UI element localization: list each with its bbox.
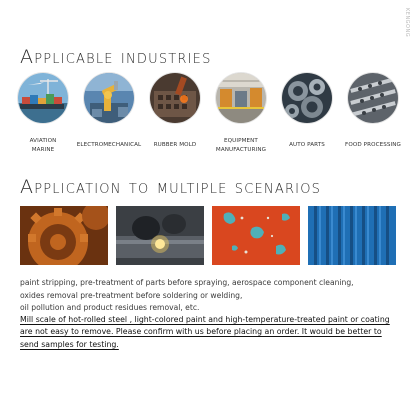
- applications-line: oil pollution and product residues removal, etc.: [20, 303, 200, 312]
- note-line: Mill scale of hot-rolled steel , light-colored paint and high-temperature-treated paint or coating: [20, 315, 390, 324]
- scenarios-title: Application to multiple scenarios: [20, 176, 322, 198]
- blue-container-image: [308, 206, 396, 265]
- industry-label-line: FOOD PROCESSING: [345, 142, 401, 148]
- note-line: send samples for testing.: [20, 339, 119, 349]
- industry-label-line: MARINE: [31, 147, 55, 153]
- peeling-paint-image: [212, 206, 300, 265]
- factory-floor-image: [216, 73, 266, 123]
- cargo-port-image: [18, 73, 68, 123]
- applications-line: oxides removal pre-treatment before soldering or welding,: [20, 291, 243, 300]
- industry-label-line: AUTO PARTS: [289, 142, 325, 148]
- industries-row: [10, 73, 410, 163]
- industry-label-line: EQUIPMENT: [224, 138, 258, 144]
- bearings-image: [282, 73, 332, 123]
- scenarios-row: [20, 206, 396, 266]
- industry-label-line: AVIATION: [29, 138, 57, 144]
- machine-chain-image: [348, 73, 398, 123]
- pipe-welding-image: [116, 206, 204, 265]
- applications-line: paint stripping, pre-treatment of parts before spraying, aerospace component cleaning,: [20, 278, 354, 287]
- rusty-gear-image: [20, 206, 108, 265]
- industry-label-line: ELECTROMECHANICAL: [76, 142, 142, 148]
- removal-note: [20, 314, 402, 351]
- note-line: are not easy to remove. Please confirm with us before placing an order. It would be better to: [20, 327, 382, 337]
- industry-label: [332, 141, 414, 150]
- industries-title: Applicable industries: [20, 46, 212, 68]
- mold-cleaning-image: [150, 73, 200, 123]
- watermark-text: KENGONG: [404, 8, 410, 38]
- industry-label-line: RUBBER MOLD: [153, 142, 197, 148]
- industry-label-line: MANUFACTURING: [215, 147, 267, 153]
- robot-arm-image: [84, 73, 134, 123]
